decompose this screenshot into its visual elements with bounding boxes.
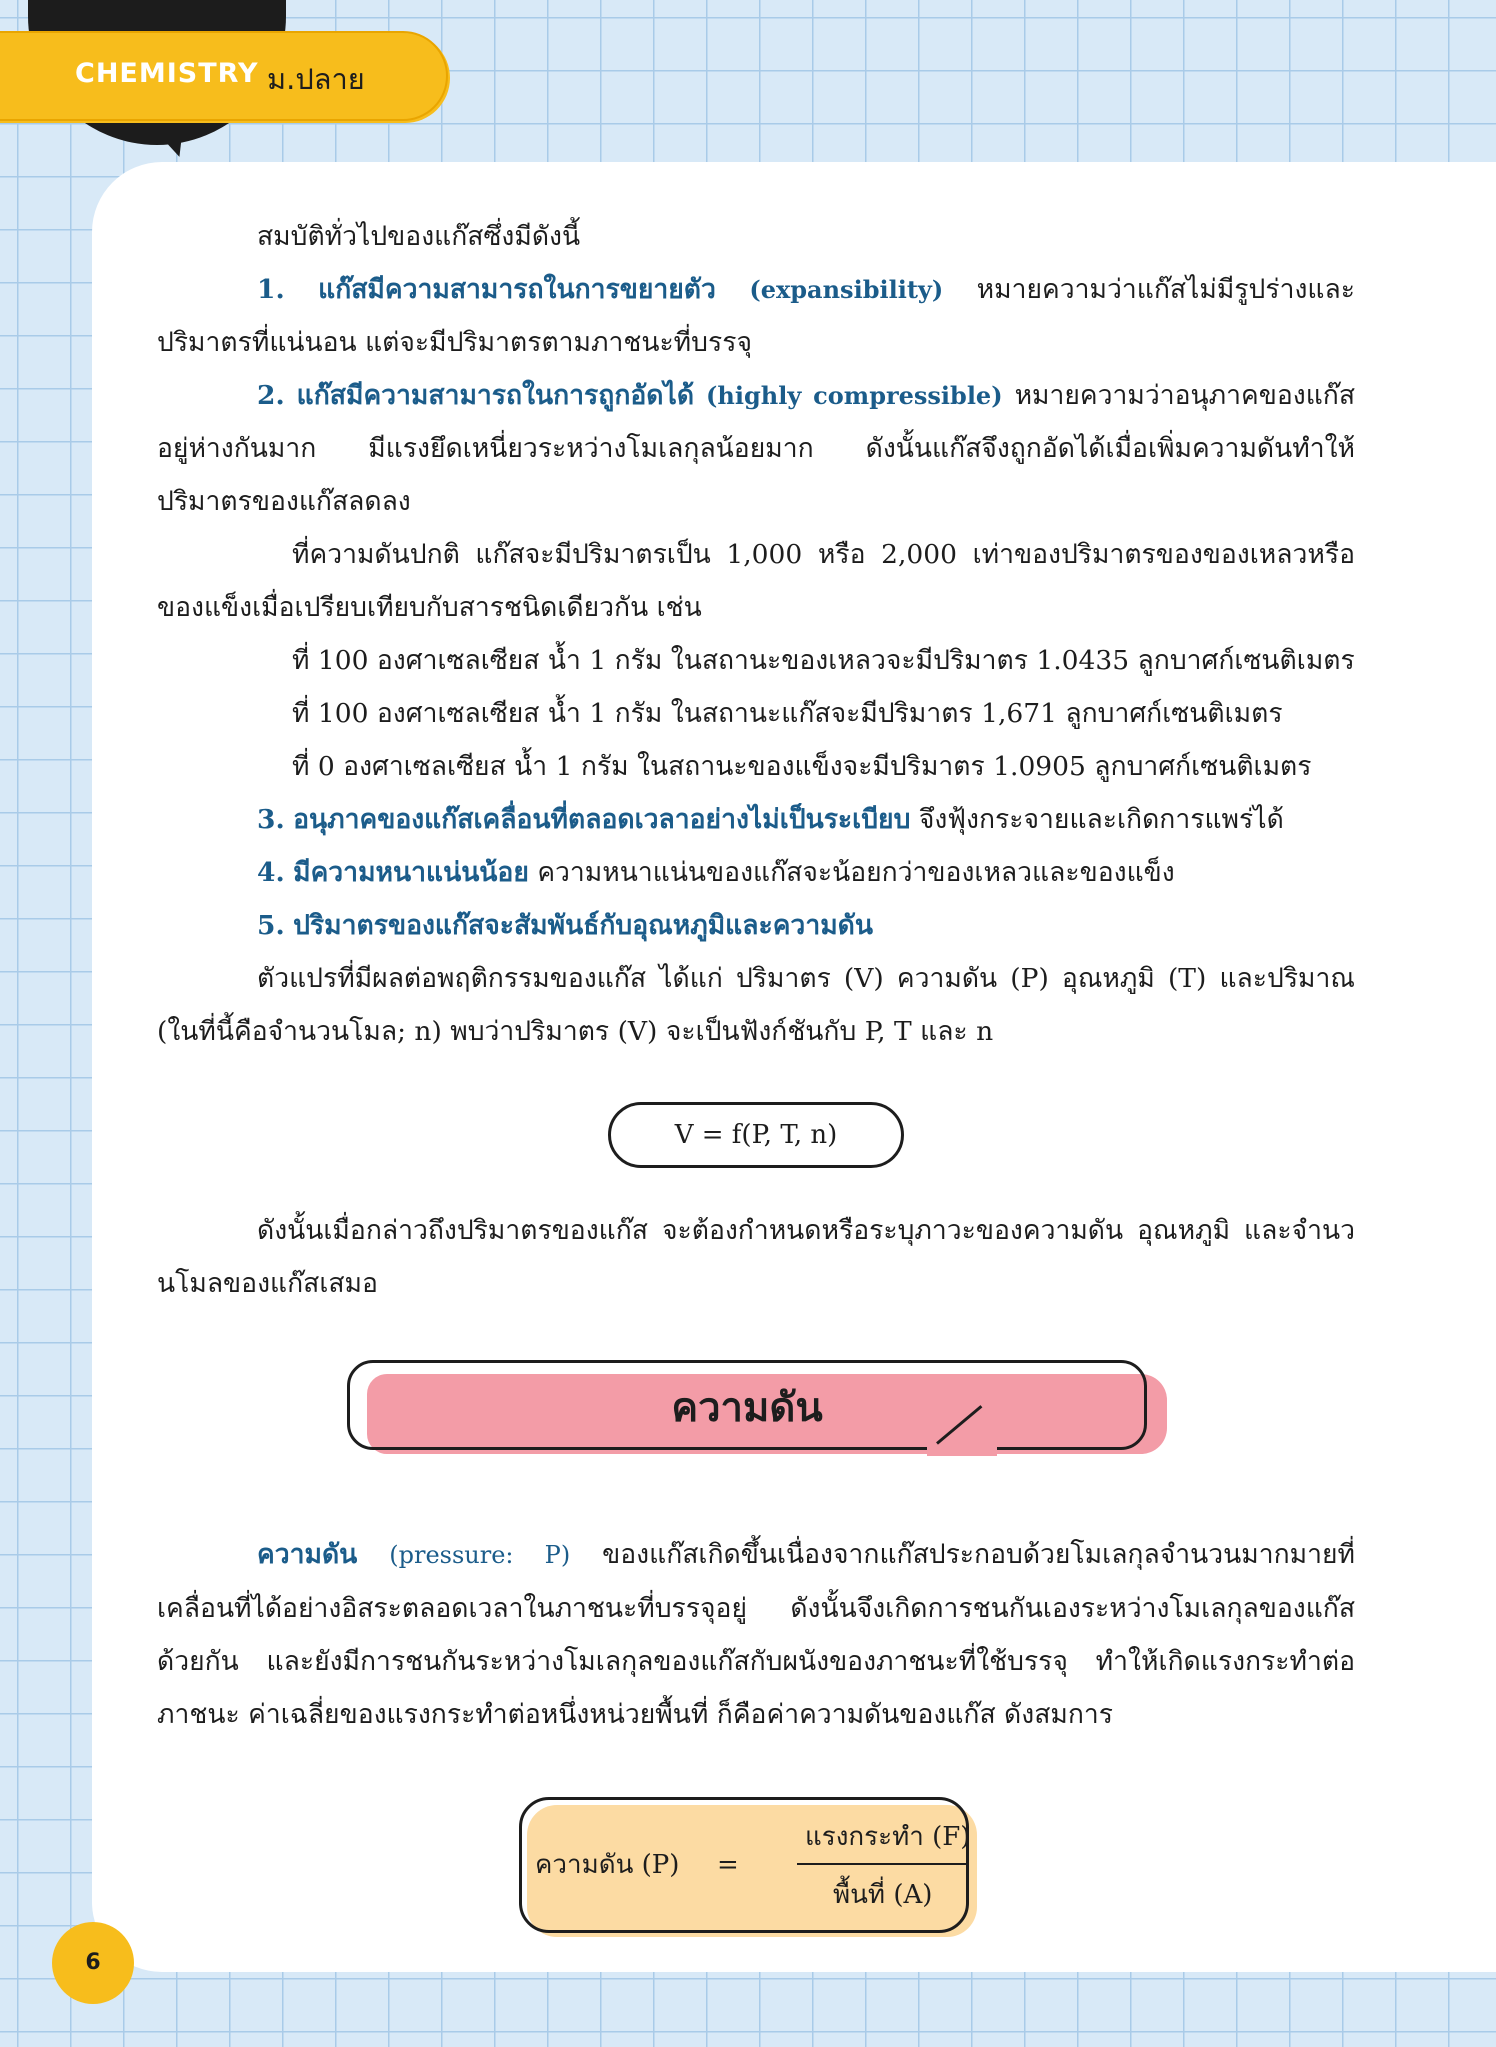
page-number: 6 <box>52 1922 134 2004</box>
equation-denominator: พื้นที่ (A) <box>833 1880 933 1910</box>
page-content <box>157 210 1355 1947</box>
conclusion-text: ดังนั้นเมื่อกล่าวถึงปริมาตรของแก๊ส จะต้องกำหนดหรือระบุภาวะของความดัน อุณหภูมิ และจำนวนโมลของแก๊สเสมอ <box>157 1215 1355 1299</box>
level-label: ม.ปลาย <box>267 62 365 96</box>
item-text: ความหนาแน่นของแก๊สจะน้อยกว่าของเหลวและของแข็ง <box>537 857 1175 888</box>
pressure-term: ความดัน <box>257 1539 358 1570</box>
section-heading <box>157 1350 1355 1500</box>
intro-text: สมบัติทั่วไปของแก๊สซึ่งมีดังนี้ <box>257 221 581 252</box>
item-title: แก๊สมีความสามารถในการถูกอัดได้ <box>296 380 695 411</box>
item-title: มีความหนาแน่นน้อย <box>293 857 529 888</box>
list-item-1 <box>157 263 1355 369</box>
pressure-text: ของแก๊สเกิดขึ้นเนื่องจากแก๊สประกอบด้วยโมเลกุลจำนวนมากมายที่เคลื่อนที่ได้อย่างอิสระตลอดเวลาในภาชนะที่บรรจุอยู่ ดังนั้นจึงเกิดการชนกันเองระหว่างโมเลกุลของแก๊สด้วยกัน และยังมีการชนกันระหว่างโมเลกุลของแก๊สกับผนังของภาชนะที่ใช้บรรจุ ทำให้เกิดแรงกระทำต่อภาชนะ ค่าเฉลี่ยของแรงกระทำต่อหนึ่งหน่วยพื้นที่ ก็คือค่าความดันของแก๊ส ดังสมการ <box>157 1539 1355 1730</box>
variables-text: ตัวแปรที่มีผลต่อพฤติกรรมของแก๊ส ได้แก่ ปริมาตร (V) ความดัน (P) อุณหภูมิ (T) และปริมาณ (ในที่นี้คือจำนวนโมล; n) พบว่าปริมาตร (V) จะเป็นฟังก์ชันกับ P, T และ n <box>157 963 1355 1047</box>
list-item-3 <box>157 793 1355 846</box>
item-number: 1. <box>257 274 285 305</box>
item-english-term: (expansibility) <box>749 275 944 304</box>
subject-label: CHEMISTRY <box>75 58 259 89</box>
item-title: อนุภาคของแก๊สเคลื่อนที่ตลอดเวลาอย่างไม่เป็นระเบียบ <box>293 804 911 835</box>
list-item-5 <box>157 899 1355 952</box>
list-item-2 <box>157 369 1355 528</box>
pressure-equation <box>157 1797 1355 1947</box>
fraction-bar <box>797 1863 967 1865</box>
item-text: หมายความว่าอนุภาคของแก๊สอยู่ห่างกันมาก มีแรงยึดเหนี่ยวระหว่างโมเลกุลน้อยมาก ดังนั้นแก๊สจึงถูกอัดได้เมื่อเพิ่มความดันทำให้ปริมาตรของแก๊สลดลง <box>157 380 1355 517</box>
example-liquid: ที่ 100 องศาเซลเซียส น้ำ 1 กรัม ในสถานะของเหลวจะมีปริมาตร 1.0435 ลูกบาศก์เซนติเมตร <box>292 645 1355 676</box>
item-title: ปริมาตรของแก๊สจะสัมพันธ์กับอุณหภูมิและความดัน <box>293 910 873 941</box>
item-number: 3. <box>257 804 285 835</box>
example-gas: ที่ 100 องศาเซลเซียส น้ำ 1 กรัม ในสถานะแก๊สจะมีปริมาตร 1,671 ลูกบาศก์เซนติเมตร <box>292 698 1283 729</box>
section-title: ความดัน <box>671 1385 823 1431</box>
item-text: จึงฟุ้งกระจายและเกิดการแพร่ได้ <box>918 804 1284 835</box>
list-item-4 <box>157 846 1355 899</box>
equation-numerator: แรงกระทำ (F) <box>805 1822 971 1852</box>
item-number: 2. <box>257 380 285 411</box>
item-number: 4. <box>257 857 285 888</box>
equation-lhs: ความดัน (P) <box>535 1850 680 1880</box>
item-english-term: (highly compressible) <box>706 381 1003 410</box>
item-text: หมายความว่าแก๊สไม่มีรูปร่างและปริมาตรที่แน่นอน แต่จะมีปริมาตรตามภาชนะที่บรรจุ <box>157 274 1355 358</box>
volume-note: ที่ความดันปกติ แก๊สจะมีปริมาตรเป็น 1,000 หรือ 2,000 เท่าของปริมาตรของของเหลวหรือของแข็งเมื่อเปรียบเทียบกับสารชนิดเดียวกัน เช่น <box>157 539 1355 623</box>
equation-equals: = <box>717 1850 739 1880</box>
pressure-paragraph <box>157 1528 1355 1741</box>
item-number: 5. <box>257 910 285 941</box>
formula-box: V = f(P, T, n) <box>608 1102 904 1168</box>
pressure-term-english: (pressure: P) <box>389 1541 571 1569</box>
item-title: แก๊สมีความสามารถในการขยายตัว <box>318 274 716 305</box>
example-solid: ที่ 0 องศาเซลเซียส น้ำ 1 กรัม ในสถานะของแข็งจะมีปริมาตร 1.0905 ลูกบาศก์เซนติเมตร <box>292 751 1312 782</box>
